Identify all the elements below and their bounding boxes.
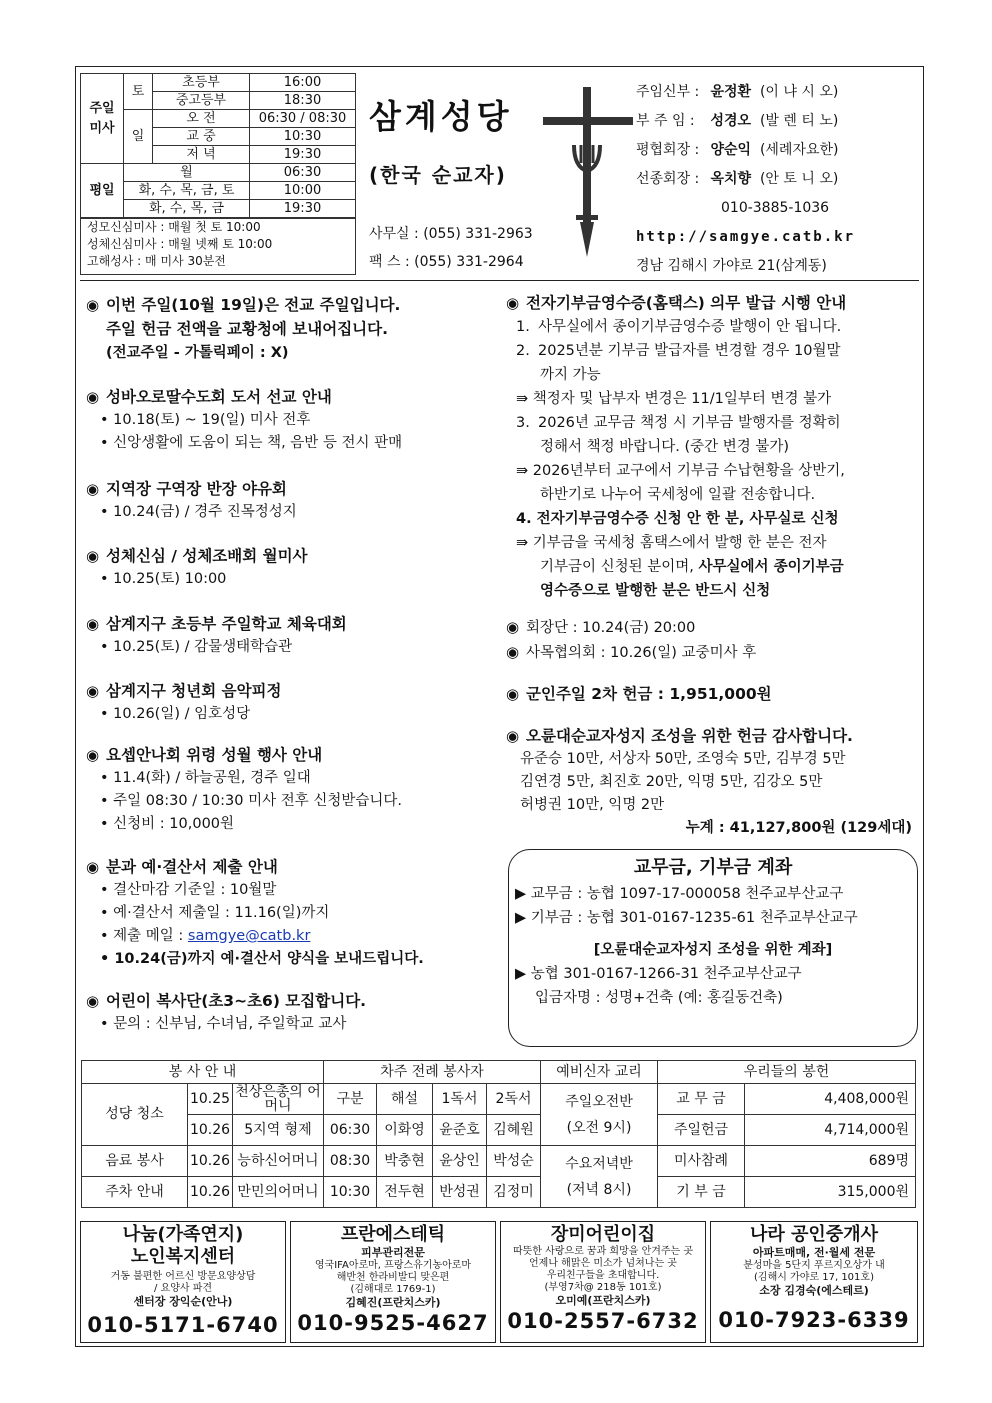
notice-monthly-mass bbox=[86, 544, 506, 591]
liturgy-cell: 06:30 bbox=[324, 1115, 377, 1146]
bullet-icon: ◉ bbox=[86, 296, 100, 314]
second-collection-text: 군인주일 2차 헌금 : 1,951,000원 bbox=[526, 685, 772, 703]
church-subtitle: (한국 순교자) bbox=[369, 163, 507, 187]
catechism-class bbox=[541, 1146, 658, 1208]
item-text: 정해서 책정 바랍니다. (중간 변경 불가) bbox=[540, 439, 790, 455]
account-box bbox=[508, 849, 918, 1047]
service-date: 10.25 bbox=[188, 1084, 233, 1115]
ad-text: (김해대로 1769-1) bbox=[350, 1284, 436, 1295]
service-date: 10.26 bbox=[188, 1146, 233, 1177]
staff-row bbox=[636, 83, 838, 101]
arrow-note: ⇛ 2026년부터 교구에서 기부금 수납현황을 상반기, bbox=[516, 463, 845, 479]
notice-item-text: 예·결산서 제출일 : 11.16(일)까지 bbox=[113, 905, 330, 921]
item-text: 까지 가능 bbox=[540, 367, 601, 383]
notice-title: 지역장 구역장 반장 야유회 bbox=[106, 480, 287, 498]
numbered-item: 1. 사무실에서 종이기부금영수증 발행이 안 됩니다. bbox=[516, 319, 842, 335]
staff-role: 부 주 임 : bbox=[636, 113, 695, 129]
notice-title: 요셉안나회 위령 성월 행사 안내 bbox=[106, 746, 323, 764]
notice-youth-retreat bbox=[86, 679, 506, 726]
notice-line: (전교주일 - 가톨릭페이 : X) bbox=[106, 345, 289, 361]
ad-text: 우리친구들을 초대합니다. bbox=[546, 1270, 660, 1281]
mass-note: 성모신심미사 : 매월 첫 토 10:00 bbox=[87, 220, 261, 234]
notice-item-text: 10.24(금) / 경주 진목정성지 bbox=[113, 504, 297, 520]
meeting-item: 회장단 : 10.24(금) 20:00 bbox=[526, 620, 696, 636]
item-text: 2025년분 기부금 발급자를 변경할 경우 10월말 bbox=[538, 343, 841, 359]
ad-esthetic bbox=[290, 1221, 496, 1343]
notice-item-text: 결산마감 기준일 : 10월말 bbox=[113, 882, 277, 898]
notice-book-mission bbox=[86, 385, 506, 455]
notice-item-text: 신청비 : 10,000원 bbox=[113, 816, 235, 832]
staff-role: 선종회장 : bbox=[636, 171, 700, 187]
notice-item: • 11.4(화) / 하늘공원, 경주 일대 bbox=[100, 770, 311, 786]
deposit-name-rule: 입금자명 : 성명+건축 (예: 홍길동건축) bbox=[535, 990, 783, 1006]
notice-title: 이번 주일(10월 19일)은 전교 주일입니다. bbox=[106, 296, 401, 314]
bullet-icon: ◉ bbox=[86, 858, 100, 876]
sunday-mass-label: 주일 미사 bbox=[81, 74, 124, 164]
bullet-icon: ◉ bbox=[506, 685, 520, 703]
table-header: 예비신자 교리 bbox=[541, 1061, 658, 1084]
mass-note: 성체신심미사 : 매월 넷째 토 10:00 bbox=[87, 237, 273, 251]
liturgy-cell: 1독서 bbox=[433, 1084, 487, 1115]
service-table bbox=[81, 1060, 916, 1208]
liturgy-cell: 반성권 bbox=[433, 1177, 487, 1208]
mass-time: 10:30 bbox=[250, 128, 356, 146]
item-text-part: 기부금이 신청된 분이며, bbox=[540, 559, 699, 575]
ad-phone: 010-9525-4627 bbox=[297, 1311, 489, 1335]
notice-title: 삼계지구 청년회 음악피정 bbox=[106, 682, 282, 700]
weekday-name: 화, 수, 목, 금, 토 bbox=[124, 182, 250, 200]
catechism-class bbox=[541, 1084, 658, 1146]
numbered-item: 4. 전자기부금영수증 신청 안 한 분, 사무실로 신청 bbox=[516, 511, 839, 527]
arrow-note: ⇛ 기부금을 국세청 홈택스에서 발행 한 분은 전자 bbox=[516, 535, 827, 551]
staff-baptismal-name: (이 냐 시 오) bbox=[759, 84, 839, 100]
mass-time: 16:00 bbox=[250, 74, 356, 92]
liturgy-cell: 김정미 bbox=[487, 1177, 541, 1208]
service-label: 주차 안내 bbox=[82, 1177, 188, 1208]
liturgy-cell: 김혜원 bbox=[487, 1115, 541, 1146]
ad-contact-person: 오미예(프란치스카) bbox=[555, 1294, 651, 1307]
bullet-icon: ◉ bbox=[506, 618, 520, 636]
item-text: 2026년 교무금 책정 시 기부금 발행자를 정확히 bbox=[538, 415, 841, 431]
liturgy-cell: 10:30 bbox=[324, 1177, 377, 1208]
bullet-icon: ◉ bbox=[86, 480, 100, 498]
weekday-time: 06:30 bbox=[250, 164, 356, 182]
mass-time: 06:30 / 08:30 bbox=[250, 110, 356, 128]
service-person: 만민의어머니 bbox=[233, 1177, 324, 1208]
account-line: ▶ 농협 301-0167-1266-31 천주교부산교구 bbox=[515, 966, 802, 982]
notice-title: 어린이 복사단(초3~초6) 모집합니다. bbox=[106, 992, 367, 1010]
bullet-icon: ◉ bbox=[506, 643, 520, 661]
staff-phone: 010-3885-1036 bbox=[721, 200, 830, 216]
ad-contact-person: 김혜진(프란치스카) bbox=[345, 1296, 441, 1309]
weekday-time: 19:30 bbox=[250, 200, 356, 218]
ad-text: 아파트매매, 전·월세 전문 bbox=[752, 1246, 876, 1259]
account-title: 교무금, 기부금 계좌 bbox=[633, 857, 793, 878]
class-name: 주일오전반 bbox=[565, 1093, 633, 1110]
item-text: 영수증으로 발행한 분은 반드시 신청 bbox=[540, 583, 771, 599]
staff-row bbox=[636, 112, 838, 130]
notice-title: 분과 예·결산서 제출 안내 bbox=[106, 858, 278, 876]
notice-tax-receipt bbox=[506, 291, 922, 603]
donor-line: 허병권 10만, 익명 2만 bbox=[520, 797, 665, 813]
mass-name: 중고등부 bbox=[153, 92, 250, 110]
church-title: 삼계성당 bbox=[369, 97, 513, 136]
fax-number: 팩 스 : (055) 331-2964 bbox=[369, 254, 524, 270]
ad-contact-person: 소장 김경숙(에스테르) bbox=[759, 1284, 869, 1297]
numbered-item: 3. 2026년 교무금 책정 시 기부금 발행자를 정확히 bbox=[516, 415, 841, 431]
ad-title: 나라 공인중개사 bbox=[750, 1224, 878, 1245]
staff-baptismal-name: (안 토 니 오) bbox=[759, 171, 839, 187]
class-time: (저녁 8시) bbox=[566, 1181, 632, 1198]
notice-item: • 10.18(토) ~ 19(일) 미사 전후 bbox=[100, 412, 311, 428]
meetings bbox=[506, 615, 922, 665]
offering-label: 교 무 금 bbox=[658, 1084, 745, 1115]
bullet-icon: ◉ bbox=[506, 727, 520, 745]
notice-item-text: 10.26(일) / 임호성당 bbox=[113, 706, 251, 722]
notice-item-text: 11.4(화) / 하늘공원, 경주 일대 bbox=[113, 770, 311, 786]
notice-item: • 10.24(금)까지 예·결산서 양식을 보내드립니다. bbox=[100, 951, 424, 967]
mass-time: 19:30 bbox=[250, 146, 356, 164]
notice-item: • 주일 08:30 / 10:30 미사 전후 신청받습니다. bbox=[100, 793, 402, 809]
mass-name: 교 중 bbox=[153, 128, 250, 146]
bullet-icon: ◉ bbox=[506, 294, 520, 312]
mass-schedule-table bbox=[81, 74, 355, 218]
staff-baptismal-name: (세례자요한) bbox=[759, 142, 839, 158]
liturgy-cell: 이화영 bbox=[377, 1115, 433, 1146]
notice-item: • 예·결산서 제출일 : 11.16(일)까지 bbox=[100, 905, 330, 921]
service-date: 10.26 bbox=[188, 1177, 233, 1208]
bullet-icon: ◉ bbox=[86, 682, 100, 700]
notice-missions-sunday bbox=[86, 293, 506, 365]
cross-sword-icon bbox=[538, 87, 638, 262]
table-header: 우리들의 봉헌 bbox=[658, 1061, 916, 1084]
notice-item-text: 주일 08:30 / 10:30 미사 전후 신청받습니다. bbox=[113, 793, 402, 809]
notice-item: • 10.26(일) / 임호성당 bbox=[100, 706, 251, 722]
service-person: 천상은총의 어머니 bbox=[233, 1084, 324, 1115]
ad-phone: 010-2557-6732 bbox=[507, 1309, 699, 1333]
notice-title: 성체신심 / 성체조배회 월미사 bbox=[106, 547, 308, 565]
notice-title: 전자기부금영수증(홈택스) 의무 발급 시행 안내 bbox=[526, 294, 847, 312]
arrow-note: ⇛ 책정자 및 납부자 변경은 11/1일부터 변경 불가 bbox=[516, 391, 832, 407]
ad-text: 언제나 해맑은 미소가 넘쳐나는 곳 bbox=[529, 1258, 677, 1269]
offering-label: 미사참례 bbox=[658, 1146, 745, 1177]
donor-line: 유준승 10만, 서상자 50만, 조영숙 5만, 김부경 5만 bbox=[520, 751, 846, 767]
notice-item: • 신앙생활에 도움이 되는 책, 음반 등 전시 판매 bbox=[100, 435, 403, 451]
offering-value: 4,714,000원 bbox=[745, 1115, 916, 1146]
notice-item-text: 10.18(토) ~ 19(일) 미사 전후 bbox=[113, 412, 311, 428]
ad-text: 따뜻한 사랑으로 꿈과 희망을 안겨주는 곳 bbox=[512, 1246, 694, 1257]
ad-title: 프란에스테틱 bbox=[340, 1224, 446, 1245]
staff-role: 주임신부 : bbox=[636, 84, 700, 100]
website-url[interactable]: http://samgye.catb.kr bbox=[636, 229, 856, 245]
item-text-bold: 사무실에서 종이기부금 bbox=[698, 559, 844, 575]
notice-altar-servers bbox=[86, 989, 506, 1036]
weekday-time: 10:00 bbox=[250, 182, 356, 200]
ad-title: 노인복지센터 bbox=[130, 1246, 236, 1267]
donor-line: 김연경 5만, 최진호 20만, 익명 5만, 김강오 5만 bbox=[520, 774, 823, 790]
mass-name: 저 녁 bbox=[153, 146, 250, 164]
class-name: 수요저녁반 bbox=[565, 1155, 633, 1172]
saturday-label: 토 bbox=[124, 74, 153, 110]
liturgy-cell: 박충현 bbox=[377, 1146, 433, 1177]
bullet-icon: ◉ bbox=[86, 992, 100, 1010]
table-header: 봉 사 안 내 bbox=[82, 1061, 324, 1084]
donation-thanks bbox=[506, 724, 922, 840]
ad-text: (김해시 가야로 17, 101호) bbox=[754, 1272, 874, 1283]
ad-daycare bbox=[500, 1221, 706, 1343]
bullet-icon: ◉ bbox=[86, 547, 100, 565]
mass-name: 초등부 bbox=[153, 74, 250, 92]
notice-picnic bbox=[86, 477, 506, 524]
header-divider bbox=[80, 280, 919, 281]
ad-text: 거동 불편한 어르신 방문요양상담 bbox=[110, 1271, 256, 1282]
sunday-label: 일 bbox=[124, 110, 153, 164]
service-label: 음료 봉사 bbox=[82, 1146, 188, 1177]
notice-title: 성바오로딸수도회 도서 선교 안내 bbox=[106, 388, 332, 406]
notice-item: • 결산마감 기준일 : 10월말 bbox=[100, 882, 277, 898]
notice-item-text: 제출 메일 : bbox=[113, 928, 188, 944]
staff-name: 양순익 bbox=[710, 142, 752, 158]
staff-baptismal-name: (발 렌 티 노) bbox=[759, 113, 839, 129]
offering-value: 689명 bbox=[745, 1146, 916, 1177]
ad-contact-person: 센터장 장익순(안나) bbox=[133, 1295, 233, 1308]
ad-title: 장미어린이집 bbox=[550, 1224, 656, 1245]
ad-phone: 010-5171-6740 bbox=[87, 1313, 279, 1337]
liturgy-cell: 윤준호 bbox=[433, 1115, 487, 1146]
staff-name: 윤정환 bbox=[710, 84, 752, 100]
weekday-name: 월 bbox=[124, 164, 250, 182]
liturgy-cell: 윤상인 bbox=[433, 1146, 487, 1177]
notice-item-text: 문의 : 신부님, 수녀님, 주일학교 교사 bbox=[113, 1016, 347, 1032]
account-subtitle: [오륜대순교자성지 조성을 위한 계좌] bbox=[593, 942, 833, 958]
item-text: 하반기로 나누어 국세청에 일괄 전송합니다. bbox=[540, 487, 816, 503]
notice-line: 주일 헌금 전액을 교황청에 보내어집니다. bbox=[106, 320, 389, 338]
staff-name: 옥치향 bbox=[710, 171, 752, 187]
ad-text: 피부관리전문 bbox=[361, 1246, 425, 1259]
notice-item-text: 10.25(토) / 감물생태학습관 bbox=[113, 639, 293, 655]
ad-title: 나눔(가족연지) bbox=[122, 1224, 244, 1245]
account-line: ▶ 교무금 : 농협 1097-17-000058 천주교부산교구 bbox=[515, 886, 844, 902]
bulletin-page bbox=[75, 66, 924, 1347]
mass-note: 고해성사 : 매 미사 30분전 bbox=[87, 254, 226, 268]
liturgy-cell: 2독서 bbox=[487, 1084, 541, 1115]
office-phone: 사무실 : (055) 331-2963 bbox=[369, 226, 533, 242]
service-label: 성당 청소 bbox=[82, 1084, 188, 1146]
staff-name: 성경오 bbox=[710, 113, 752, 129]
weekday-mass-label: 평일 bbox=[81, 164, 124, 218]
notice-item: • 신청비 : 10,000원 bbox=[100, 816, 235, 832]
ad-elderly-care bbox=[80, 1221, 286, 1343]
staff-role: 평협회장 : bbox=[636, 142, 700, 158]
notice-item: • 제출 메일 : samgye@catb.kr bbox=[100, 928, 311, 944]
notice-sports-day bbox=[86, 612, 506, 659]
mass-name: 오 전 bbox=[153, 110, 250, 128]
liturgy-cell: 해설 bbox=[377, 1084, 433, 1115]
notice-item-text: 10.24(금)까지 예·결산서 양식을 보내드립니다. bbox=[114, 951, 424, 967]
service-date: 10.26 bbox=[188, 1115, 233, 1146]
notice-item: • 10.25(토) / 감물생태학습관 bbox=[100, 639, 293, 655]
mass-time: 18:30 bbox=[250, 92, 356, 110]
notice-item: • 문의 : 신부님, 수녀님, 주일학교 교사 bbox=[100, 1016, 347, 1032]
offering-label: 기 부 금 bbox=[658, 1177, 745, 1208]
offering-value: 315,000원 bbox=[745, 1177, 916, 1208]
service-person: 5지역 형제 bbox=[233, 1115, 324, 1146]
ad-real-estate bbox=[710, 1221, 918, 1343]
offering-value: 4,408,000원 bbox=[745, 1084, 916, 1115]
notice-item-text: 10.25(토) 10:00 bbox=[113, 571, 227, 587]
weekday-name: 화, 수, 목, 금 bbox=[124, 200, 250, 218]
account-line: ▶ 기부금 : 농협 301-0167-1235-61 천주교부산교구 bbox=[515, 910, 858, 926]
bullet-icon: ◉ bbox=[86, 746, 100, 764]
ad-phone: 010-7923-6339 bbox=[718, 1308, 910, 1332]
ad-text: 분성마을 5단지 푸르지오상가 내 bbox=[743, 1260, 885, 1271]
second-collection bbox=[506, 682, 922, 706]
item-text: 사무실에서 종이기부금영수증 발행이 안 됩니다. bbox=[538, 319, 842, 335]
class-time: (오전 9시) bbox=[566, 1119, 632, 1136]
bullet-icon: ◉ bbox=[86, 615, 100, 633]
notice-item: • 10.25(토) 10:00 bbox=[100, 571, 227, 587]
staff-row bbox=[636, 141, 838, 159]
table-header: 차주 전례 봉사자 bbox=[324, 1061, 541, 1084]
staff-row bbox=[636, 170, 838, 188]
notice-title: 오륜대순교자성지 조성을 위한 헌금 감사합니다. bbox=[526, 727, 853, 745]
notice-item-text: 신앙생활에 도움이 되는 책, 음반 등 전시 판매 bbox=[113, 435, 403, 451]
ad-text: / 요양사 파견 bbox=[153, 1283, 213, 1294]
ad-text: (부영7차@ 218동 101호) bbox=[544, 1282, 662, 1293]
liturgy-cell: 08:30 bbox=[324, 1146, 377, 1177]
numbered-item: 2. 2025년분 기부금 발급자를 변경할 경우 10월말 bbox=[516, 343, 841, 359]
service-person: 능하신어머니 bbox=[233, 1146, 324, 1177]
notice-budget bbox=[86, 855, 506, 971]
offering-label: 주일헌금 bbox=[658, 1115, 745, 1146]
ad-text: 해반천 한라비발디 맞은편 bbox=[336, 1272, 450, 1283]
email-link[interactable]: samgye@catb.kr bbox=[187, 928, 311, 944]
notice-item: • 10.24(금) / 경주 진목정성지 bbox=[100, 504, 297, 520]
notice-memorial-month bbox=[86, 743, 506, 836]
donation-total: 누계 : 41,127,800원 (129세대) bbox=[685, 820, 912, 836]
ad-text: 영국IFA아로마, 프랑스유기농아로마 bbox=[314, 1260, 472, 1271]
liturgy-cell: 박성순 bbox=[487, 1146, 541, 1177]
item-text bbox=[506, 555, 922, 579]
liturgy-cell: 구분 bbox=[324, 1084, 377, 1115]
church-address: 경남 김해시 가야로 21(삼계동) bbox=[636, 258, 827, 274]
liturgy-cell: 전두현 bbox=[377, 1177, 433, 1208]
meeting-item: 사목협의회 : 10.26(일) 교중미사 후 bbox=[526, 645, 757, 661]
bullet-icon: ◉ bbox=[86, 388, 100, 406]
mass-notes bbox=[81, 218, 355, 270]
mass-schedule-box bbox=[80, 73, 356, 275]
notice-title: 삼계지구 초등부 주일학교 체육대회 bbox=[106, 615, 347, 633]
